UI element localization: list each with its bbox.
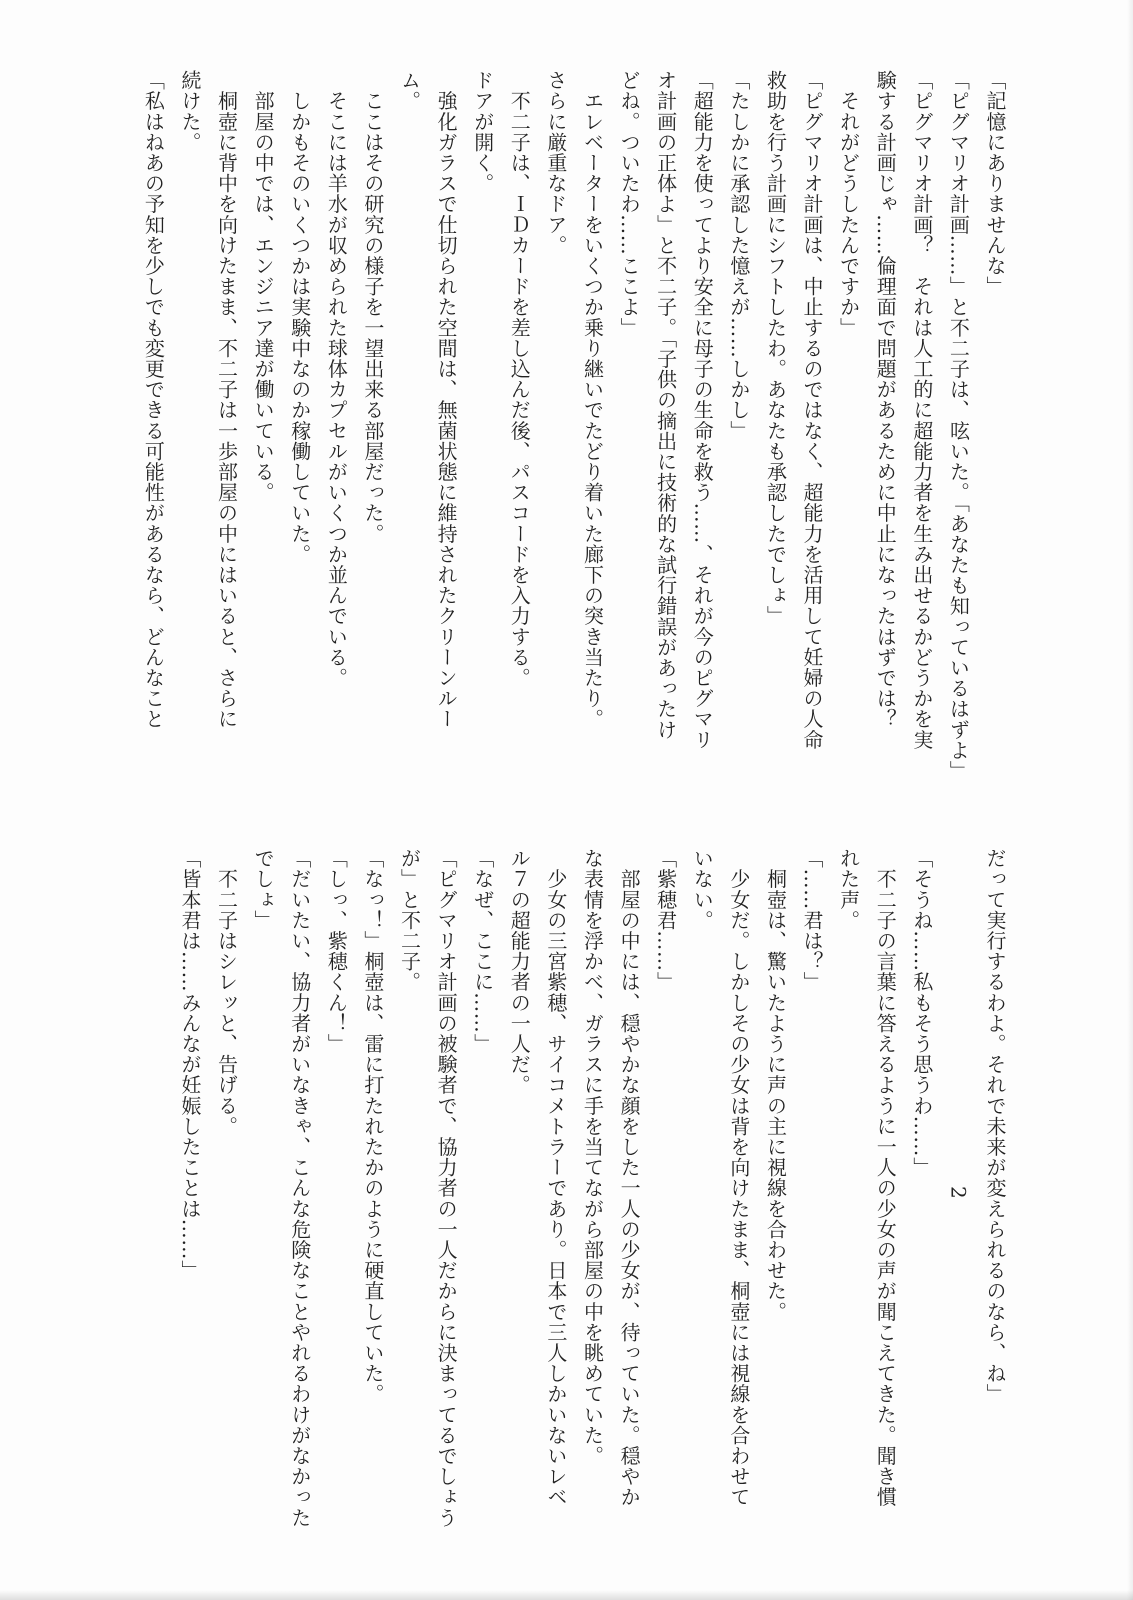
text-line: 「ピグマリオ計画……」と不二子は、呟いた。「あなたも知っているはずよ」 — [946, 70, 971, 781]
text-line: 少女の三宮紫穂、サイコメトラーであり。日本で三人しかいないレベ — [543, 848, 568, 1508]
text-line: 続けた。 — [177, 70, 202, 153]
text-line: エレベーターをいくつか乗り継いでたどり着いた廊下の突き当たり。 — [580, 70, 605, 730]
text-line: ル７の超能力者の一人だ。 — [507, 848, 532, 1096]
text-line: 「たしかに承認した憶えが……しかし」 — [726, 70, 751, 441]
text-line: 「ピグマリオ計画は、中止するのではなく、超能力を活用して妊婦の人命 — [800, 70, 825, 750]
text-line: でしょ」 — [251, 848, 276, 931]
text-line: だって実行するわよ。それで未来が変えられるのなら、ね」 — [983, 848, 1007, 1405]
text-line: 「ピグマリオ計画？ それは人工的に超能力者を生み出せるかどうかを実 — [909, 70, 934, 750]
text-line: れた声。 — [836, 848, 861, 931]
text-line: 桐壺は、驚いたように声の主に視線を合わせた。 — [763, 848, 788, 1322]
text-line: ここはその研究の様子を一望出来る部屋だった。 — [360, 70, 385, 544]
upper-text-block — [133, 70, 1013, 781]
text-line: 「紫穂君……」 — [653, 848, 678, 993]
page-bottom-shadow — [0, 1590, 1133, 1600]
text-line: 救助を行う計画にシフトしたわ。あなたも承認したでしょ」 — [763, 70, 788, 627]
text-line: が」と不二子。 — [397, 848, 422, 993]
text-line: いない。 — [690, 848, 715, 931]
text-line: 不二子は、ＩＤカードを差し込んだ後、パスコードを入力する。 — [507, 70, 532, 688]
text-line: 「しっ、紫穂くん！」 — [324, 848, 349, 1054]
text-line: 少女だ。しかしその少女は背を向けたまま、桐壺には視線を合わせて — [726, 848, 751, 1508]
text-line: 不二子の言葉に答えるように一人の少女の声が聞こえてきた。聞き慣 — [873, 848, 898, 1508]
text-line: ム。 — [397, 70, 422, 112]
text-line: それがどうしたんですか」 — [836, 70, 861, 338]
text-line: 「なぜ、ここに……」 — [470, 848, 495, 1054]
text-line: 「なっ！」桐壺は、雷に打たれたかのように硬直していた。 — [360, 848, 385, 1405]
text-line: 「記憶にありませんな」 — [983, 70, 1007, 297]
text-line: 「そうね……私もそう思うわ……」 — [909, 848, 934, 1178]
page-edge-shadow — [1127, 0, 1133, 1600]
text-line: 部屋の中では、エンジニア達が働いている。 — [251, 70, 276, 503]
text-line: さらに厳重なドア。 — [543, 70, 568, 256]
section-number: 2 — [946, 1186, 971, 1200]
text-line: 強化ガラスで仕切られた空間は、無菌状態に維持されたクリーンルー — [434, 70, 459, 730]
text-line: 部屋の中には、穏やかな顔をした一人の少女が、待っていた。穏やか — [617, 848, 642, 1508]
text-line: どね。ついたわ……ここよ」 — [617, 70, 642, 338]
text-line: 「超能力を使ってより安全に母子の生命を救う……、それが今のピグマリ — [690, 70, 715, 750]
text-line: オ計画の正体よ」と不二子。「子供の摘出に技術的な試行錯誤があったけ — [653, 70, 678, 740]
text-line: 「……君は？」 — [800, 848, 825, 993]
text-line: な表情を浮かべ、ガラスに手を当てながら部屋の中を眺めていた。 — [580, 848, 605, 1466]
lower-text-block — [133, 848, 1013, 1538]
text-line: そこには羊水が収められた球体カプセルがいくつか並んでいる。 — [324, 70, 349, 688]
text-line: 桐壺に背中を向けたまま、不二子は一歩部屋の中にはいると、さらに — [214, 70, 239, 730]
text-line: 「ピグマリオ計画の被験者で、協力者の一人だからに決まってるでしょう — [434, 848, 459, 1528]
text-line: 「私はねあの予知を少しでも変更できる可能性があるなら、どんなこと — [141, 70, 166, 730]
text-line: 「皆本君は……みんなが妊娠したことは……」 — [177, 848, 202, 1281]
text-line: 不二子はシレッと、告げる。 — [214, 848, 239, 1137]
text-line: ドアが開く。 — [470, 70, 495, 194]
text-line: 「だいたい、協力者がいなきゃ、こんな危険なことやれるわけがなかった — [287, 848, 312, 1528]
text-line: しかもそのいくつかは実験中なのか稼働していた。 — [287, 70, 312, 565]
text-line: 験する計画じゃ……倫理面で問題があるために中止になったはずでは？ — [873, 70, 898, 730]
